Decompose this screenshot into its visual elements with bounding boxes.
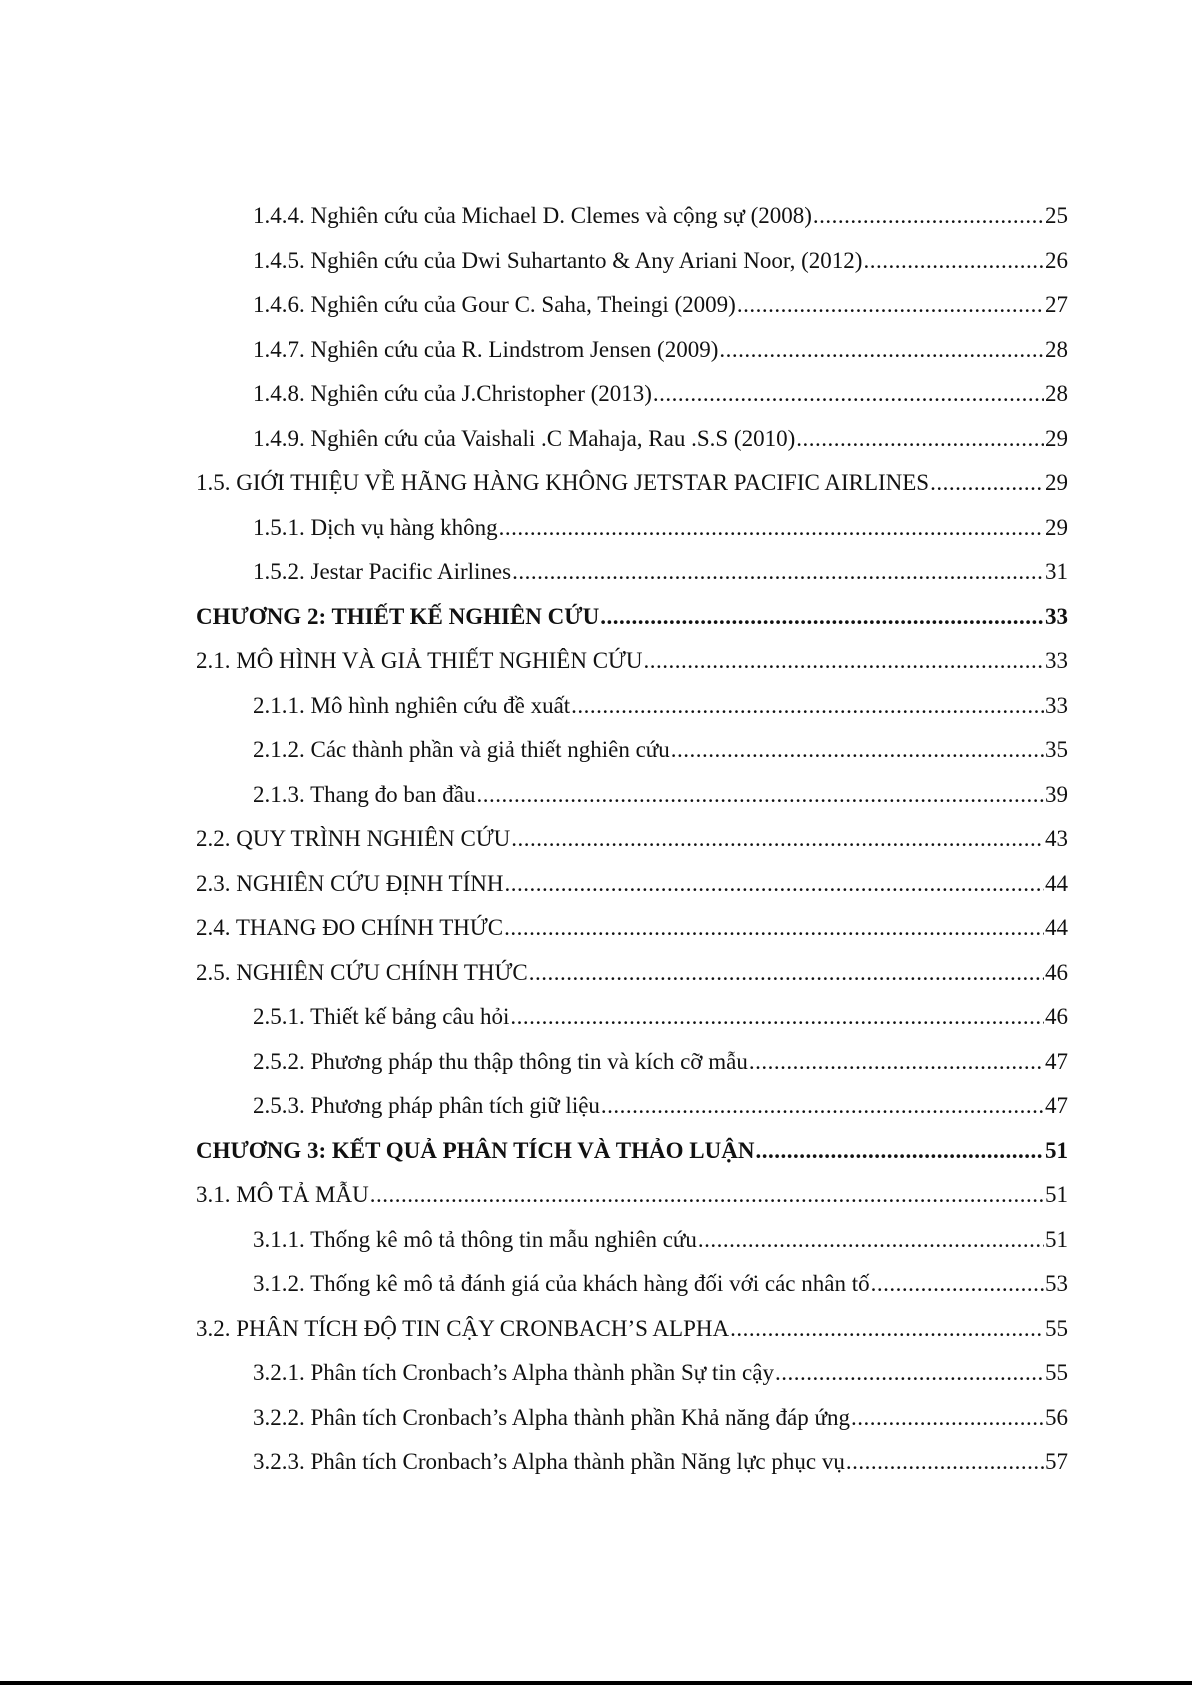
toc-entry-title: 2.5.3. Phương pháp phân tích giữ liệu: [253, 1093, 600, 1118]
toc-entry: [196, 1307, 1068, 1352]
toc-entry-title: 2.1.3. Thang đo ban đầu: [253, 781, 476, 807]
toc-entry-title: 1.4.4. Nghiên cứu của Michael D. Clemes và cộng sự (2008): [253, 203, 812, 228]
toc-page-number: 51: [1045, 1226, 1068, 1252]
toc-entry-title: 1.4.7. Nghiên cứu của R. Lindstrom Jensen (2009): [253, 336, 719, 362]
toc-entry: [196, 684, 1068, 729]
toc-dot-leader: [730, 1307, 1044, 1352]
toc-dot-leader: [851, 1396, 1044, 1441]
toc-entry: [196, 506, 1068, 551]
toc-entry-title: 1.5. GIỚI THIỆU VỀ HÃNG HÀNG KHÔNG JETSTAR PACIFIC AIRLINES: [196, 470, 930, 495]
toc-page-number: 51: [1045, 1137, 1068, 1163]
toc-page-number: 28: [1045, 336, 1068, 362]
toc-page-number: 27: [1045, 292, 1068, 317]
toc-entry-title: 2.5.2. Phương pháp thu thập thông tin và kích cỡ mẫu: [253, 1048, 748, 1074]
toc-dot-leader: [477, 773, 1044, 818]
toc-dot-leader: [749, 1040, 1044, 1085]
toc-page-number: 39: [1045, 781, 1068, 807]
toc-dot-leader: [571, 684, 1044, 729]
toc-dot-leader: [755, 1129, 1044, 1174]
toc-page-number: 46: [1045, 959, 1068, 985]
toc-entry-title: 3.2.2. Phân tích Cronbach’s Alpha thành phần Khả năng đáp ứng: [253, 1404, 850, 1430]
toc-entry: [196, 239, 1068, 284]
toc-page-number: 47: [1045, 1093, 1068, 1118]
toc-dot-leader: [370, 1173, 1044, 1218]
toc-entry: [196, 461, 1068, 506]
table-of-contents: [196, 194, 1068, 1485]
toc-page-number: 33: [1045, 603, 1068, 629]
toc-entry: [196, 1396, 1068, 1441]
toc-page-number: 43: [1045, 826, 1068, 851]
toc-dot-leader: [671, 728, 1044, 773]
toc-entry-title: 2.5.1. Thiết kế bảng câu hỏi: [253, 1004, 510, 1029]
toc-entry: [196, 283, 1068, 328]
toc-entry: [196, 1084, 1068, 1129]
toc-entry-title: 3.2.1. Phân tích Cronbach’s Alpha thành phần Sự tin cậy: [253, 1360, 774, 1385]
toc-dot-leader: [863, 239, 1044, 284]
toc-dot-leader: [775, 1351, 1044, 1396]
toc-dot-leader: [601, 1084, 1044, 1129]
toc-entry-title: 3.2.3. Phân tích Cronbach’s Alpha thành phần Năng lực phục vụ: [253, 1449, 845, 1474]
toc-entry: [196, 817, 1068, 862]
toc-page-number: 31: [1045, 559, 1068, 584]
toc-entry: [196, 728, 1068, 773]
toc-entry: [196, 372, 1068, 417]
toc-page-number: 51: [1045, 1182, 1068, 1207]
toc-entry: [196, 550, 1068, 595]
toc-page-number: 26: [1045, 247, 1068, 273]
toc-entry-title: 1.4.9. Nghiên cứu của Vaishali .C Mahaja, Rau .S.S (2010): [253, 425, 796, 451]
toc-page-number: 33: [1045, 692, 1068, 718]
toc-entry-title: 2.1.2. Các thành phần và giả thiết nghiên cứu: [253, 737, 670, 762]
toc-page-number: 46: [1045, 1004, 1068, 1029]
toc-dot-leader: [510, 995, 1044, 1040]
toc-dot-leader: [499, 506, 1044, 551]
toc-entry: [196, 1040, 1068, 1085]
toc-entry: [196, 194, 1068, 239]
toc-entry: [196, 951, 1068, 996]
toc-dot-leader: [529, 951, 1044, 996]
toc-dot-leader: [600, 595, 1044, 640]
toc-page-number: 29: [1045, 425, 1068, 451]
toc-dot-leader: [846, 1440, 1044, 1485]
toc-entry: [196, 1218, 1068, 1263]
toc-dot-leader: [512, 550, 1044, 595]
toc-dot-leader: [644, 639, 1044, 684]
toc-entry-title: 2.1.1. Mô hình nghiên cứu đề xuất: [253, 692, 571, 718]
toc-entry: [196, 862, 1068, 907]
toc-entry-title: CHƯƠNG 2: THIẾT KẾ NGHIÊN CỨU: [196, 603, 600, 629]
toc-entry-title: 3.2. PHÂN TÍCH ĐỘ TIN CẬY CRONBACH’S ALPHA: [196, 1315, 730, 1341]
toc-page-number: 25: [1045, 203, 1068, 228]
toc-entry: [196, 906, 1068, 951]
toc-entry-title: 1.4.8. Nghiên cứu của J.Christopher (2013): [253, 381, 652, 406]
toc-dot-leader: [930, 461, 1044, 506]
toc-page-number: 47: [1045, 1048, 1068, 1074]
toc-page-number: 55: [1045, 1315, 1068, 1341]
toc-entry-title: 2.5. NGHIÊN CỨU CHÍNH THỨC: [196, 959, 528, 985]
toc-entry: [196, 1351, 1068, 1396]
toc-entry-title: 2.3. NGHIÊN CỨU ĐỊNH TÍNH: [196, 870, 504, 896]
toc-page-number: 44: [1045, 915, 1068, 940]
toc-dot-leader: [511, 817, 1044, 862]
toc-dot-leader: [871, 1262, 1044, 1307]
toc-page-number: 57: [1045, 1449, 1068, 1474]
toc-page-number: 55: [1045, 1360, 1068, 1385]
toc-dot-leader: [796, 417, 1044, 462]
toc-entry-title: 3.1.1. Thống kê mô tả thông tin mẫu nghiên cứu: [253, 1226, 697, 1252]
toc-entry-title: 2.2. QUY TRÌNH NGHIÊN CỨU: [196, 826, 511, 851]
toc-page-number: 29: [1045, 470, 1068, 495]
toc-dot-leader: [504, 862, 1044, 907]
toc-entry: [196, 773, 1068, 818]
toc-entry-title: 1.5.2. Jestar Pacific Airlines: [253, 559, 512, 584]
toc-entry: [196, 417, 1068, 462]
toc-page-number: 44: [1045, 870, 1068, 896]
toc-entry: [196, 1262, 1068, 1307]
toc-dot-leader: [813, 194, 1044, 239]
toc-page-number: 35: [1045, 737, 1068, 762]
toc-entry: [196, 1173, 1068, 1218]
toc-page-number: 56: [1045, 1404, 1068, 1430]
toc-entry-title: CHƯƠNG 3: KẾT QUẢ PHÂN TÍCH VÀ THẢO LUẬN: [196, 1137, 755, 1163]
toc-page-number: 33: [1045, 648, 1068, 673]
toc-entry-title: 2.4. THANG ĐO CHÍNH THỨC: [196, 915, 504, 940]
page-bottom-rule: [0, 1681, 1192, 1685]
toc-entry-title: 3.1. MÔ TẢ MẪU: [196, 1182, 369, 1207]
toc-chapter-heading: [196, 1129, 1068, 1174]
toc-entry-title: 1.4.6. Nghiên cứu của Gour C. Saha, Theingi (2009): [253, 292, 736, 317]
toc-dot-leader: [698, 1218, 1044, 1263]
toc-page-number: 28: [1045, 381, 1068, 406]
toc-page-number: 29: [1045, 514, 1068, 540]
toc-entry: [196, 995, 1068, 1040]
toc-entry-title: 2.1. MÔ HÌNH VÀ GIẢ THIẾT NGHIÊN CỨU: [196, 648, 643, 673]
toc-entry: [196, 639, 1068, 684]
toc-dot-leader: [504, 906, 1044, 951]
toc-entry-title: 1.5.1. Dịch vụ hàng không: [253, 514, 498, 540]
toc-chapter-heading: [196, 595, 1068, 640]
toc-entry: [196, 1440, 1068, 1485]
toc-dot-leader: [719, 328, 1044, 373]
toc-dot-leader: [737, 283, 1044, 328]
toc-entry: [196, 328, 1068, 373]
toc-dot-leader: [653, 372, 1044, 417]
toc-entry-title: 1.4.5. Nghiên cứu của Dwi Suhartanto & Any Ariani Noor, (2012): [253, 247, 863, 273]
toc-page-number: 53: [1045, 1271, 1068, 1296]
toc-entry-title: 3.1.2. Thống kê mô tả đánh giá của khách hàng đối với các nhân tố: [253, 1271, 870, 1296]
